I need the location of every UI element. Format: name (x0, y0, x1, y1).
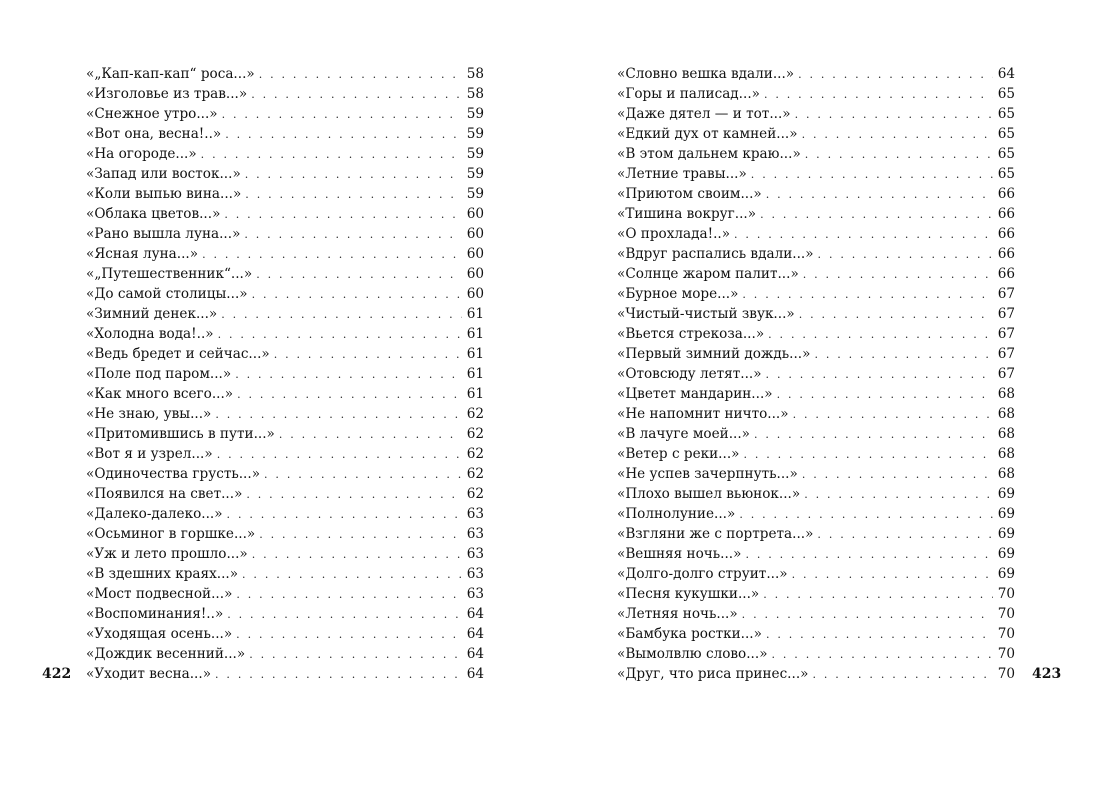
toc-entry-title: «На огороде...» (86, 146, 197, 162)
toc-entry-title: «Запад или восток...» (86, 166, 241, 182)
toc-entry (86, 624, 484, 644)
dot-leader (245, 185, 462, 204)
toc-entry-page: 66 (997, 266, 1015, 282)
dot-leader (252, 285, 462, 304)
dot-leader (244, 225, 462, 244)
toc-entry (617, 584, 1015, 604)
right-page-number: 423 (1032, 666, 1062, 682)
toc-entry-page: 62 (466, 466, 484, 482)
toc-entry (86, 544, 484, 564)
dot-leader (279, 425, 462, 444)
dot-leader (743, 445, 993, 464)
dot-leader (274, 345, 462, 364)
dot-leader (751, 165, 993, 184)
dot-leader (215, 665, 462, 684)
dot-leader (792, 565, 993, 584)
toc-entry (86, 244, 484, 264)
toc-entry-title: «Бурное море...» (617, 286, 739, 302)
toc-entry-page: 70 (997, 606, 1015, 622)
dot-leader (764, 85, 993, 104)
dot-leader (202, 245, 462, 264)
toc-entry (617, 104, 1015, 124)
toc-entry-title: «Бамбука ростки...» (617, 626, 762, 642)
toc-entry-page: 67 (997, 346, 1015, 362)
left-page-toc (86, 64, 484, 684)
toc-entry-page: 67 (997, 366, 1015, 382)
toc-entry-title: «Едкий дух от камней...» (617, 126, 798, 142)
dot-leader (802, 465, 993, 484)
toc-entry (617, 464, 1015, 484)
toc-entry-title: «Уходит весна...» (86, 666, 212, 682)
toc-entry-page: 66 (997, 246, 1015, 262)
toc-entry-page: 60 (466, 266, 484, 282)
toc-entry (617, 544, 1015, 564)
toc-entry-title: «Снежное утро...» (86, 106, 218, 122)
dot-leader (215, 405, 462, 424)
toc-entry-title: «Воспоминания!..» (86, 606, 224, 622)
toc-entry-page: 66 (997, 226, 1015, 242)
toc-entry (86, 64, 484, 84)
toc-entry-title: «„Путешественник“...» (86, 266, 253, 282)
toc-entry (86, 584, 484, 604)
toc-entry (86, 664, 484, 684)
toc-entry-page: 63 (466, 586, 484, 602)
toc-entry-title: «„Кап-кап-кап“ роса...» (86, 66, 255, 82)
toc-entry-title: «Горы и палисад...» (617, 86, 760, 102)
toc-entry (617, 164, 1015, 184)
dot-leader (803, 265, 993, 284)
toc-entry-title: «В этом дальнем краю...» (617, 146, 801, 162)
toc-entry-title: «Холодна вода!..» (86, 326, 214, 342)
dot-leader (814, 345, 993, 364)
toc-entry-page: 66 (997, 186, 1015, 202)
toc-entry-title: «Солнце жаром палит...» (617, 266, 799, 282)
toc-entry-page: 63 (466, 526, 484, 542)
toc-entry-title: «Как много всего...» (86, 386, 234, 402)
toc-entry-page: 68 (997, 426, 1015, 442)
toc-entry-page: 63 (466, 566, 484, 582)
toc-entry-title: «Вот она, весна!..» (86, 126, 222, 142)
toc-entry-title: «Не напомнит ничто...» (617, 406, 789, 422)
toc-entry-page: 68 (997, 386, 1015, 402)
toc-entry-title: «Взгляни же с портрета...» (617, 526, 814, 542)
toc-entry-page: 65 (997, 146, 1015, 162)
toc-entry-page: 68 (997, 446, 1015, 462)
toc-entry-page: 59 (466, 186, 484, 202)
toc-entry-title: «О прохлада!..» (617, 226, 731, 242)
toc-entry (86, 124, 484, 144)
toc-entry-title: «Коли выпью вина...» (86, 186, 242, 202)
toc-entry-page: 60 (466, 206, 484, 222)
toc-entry-title: «Зимний денек...» (86, 306, 218, 322)
dot-leader (237, 385, 462, 404)
toc-entry-title: «Песня кукушки...» (617, 586, 760, 602)
toc-entry-page: 64 (466, 646, 484, 662)
toc-entry-page: 64 (466, 606, 484, 622)
toc-entry-title: «Далеко-далеко...» (86, 506, 223, 522)
toc-entry (617, 604, 1015, 624)
toc-entry-page: 66 (997, 206, 1015, 222)
dot-leader (766, 365, 993, 384)
toc-entry-page: 63 (466, 546, 484, 562)
toc-entry-page: 61 (466, 366, 484, 382)
toc-entry (617, 304, 1015, 324)
dot-leader (259, 65, 462, 84)
toc-entry-title: «Ясная луна...» (86, 246, 199, 262)
dot-leader (802, 125, 993, 144)
dot-leader (812, 665, 993, 684)
toc-entry (86, 144, 484, 164)
toc-entry (86, 104, 484, 124)
toc-entry (86, 524, 484, 544)
toc-entry-title: «Вымолвлю слово...» (617, 646, 768, 662)
toc-entry-page: 69 (997, 526, 1015, 542)
toc-entry (617, 84, 1015, 104)
toc-entry (617, 624, 1015, 644)
toc-entry-page: 61 (466, 386, 484, 402)
toc-entry-page: 60 (466, 286, 484, 302)
toc-entry-page: 69 (997, 486, 1015, 502)
toc-entry (86, 644, 484, 664)
toc-entry-page: 64 (466, 666, 484, 682)
dot-leader (745, 545, 993, 564)
toc-entry-title: «Одиночества грусть...» (86, 466, 261, 482)
toc-entry-title: «Облака цветов...» (86, 206, 221, 222)
toc-entry (86, 604, 484, 624)
dot-leader (817, 525, 993, 544)
toc-entry (617, 64, 1015, 84)
toc-entry-title: «Чистый-чистый звук...» (617, 306, 795, 322)
toc-entry (86, 224, 484, 244)
dot-leader (805, 145, 993, 164)
toc-entry-title: «Не успев зачерпнуть...» (617, 466, 798, 482)
toc-entry-page: 58 (466, 66, 484, 82)
dot-leader (768, 325, 993, 344)
toc-entry-page: 65 (997, 106, 1015, 122)
dot-leader (734, 225, 993, 244)
toc-entry (86, 564, 484, 584)
toc-entry (617, 204, 1015, 224)
toc-entry (617, 644, 1015, 664)
toc-entry (86, 164, 484, 184)
toc-entry-page: 64 (466, 626, 484, 642)
toc-entry-title: «Полнолуние...» (617, 506, 736, 522)
dot-leader (793, 405, 993, 424)
toc-entry-title: «Появился на свет...» (86, 486, 243, 502)
toc-entry-page: 60 (466, 246, 484, 262)
toc-entry-page: 59 (466, 166, 484, 182)
toc-entry-page: 70 (997, 626, 1015, 642)
toc-entry-title: «Не знаю, увы...» (86, 406, 212, 422)
toc-entry-page: 61 (466, 326, 484, 342)
toc-entry-page: 64 (997, 66, 1015, 82)
toc-entry-title: «Отовсюду летят...» (617, 366, 762, 382)
toc-entry-page: 70 (997, 586, 1015, 602)
toc-entry-title: «Словно вешка вдали...» (617, 66, 795, 82)
dot-leader (818, 245, 993, 264)
dot-leader (227, 605, 462, 624)
toc-entry-page: 62 (466, 406, 484, 422)
toc-entry (86, 264, 484, 284)
toc-entry-page: 62 (466, 486, 484, 502)
toc-entry-page: 69 (997, 506, 1015, 522)
toc-entry (617, 144, 1015, 164)
toc-entry-page: 60 (466, 226, 484, 242)
dot-leader (798, 65, 993, 84)
toc-entry-title: «Ветер с реки...» (617, 446, 740, 462)
dot-leader (264, 465, 462, 484)
dot-leader (225, 125, 462, 144)
toc-entry (86, 204, 484, 224)
toc-entry-title: «Осьминог в горшке...» (86, 526, 256, 542)
toc-entry (86, 84, 484, 104)
toc-entry-title: «Вдруг распались вдали...» (617, 246, 814, 262)
left-page-number: 422 (42, 666, 72, 682)
toc-entry (86, 304, 484, 324)
dot-leader (218, 325, 462, 344)
dot-leader (201, 145, 462, 164)
toc-entry-page: 59 (466, 146, 484, 162)
toc-entry (86, 404, 484, 424)
dot-leader (742, 285, 993, 304)
dot-leader (227, 505, 462, 524)
toc-entry-title: «Уходящая осень...» (86, 626, 233, 642)
toc-entry-title: «Поле под паром...» (86, 366, 232, 382)
toc-entry-page: 58 (466, 86, 484, 102)
dot-leader (777, 385, 993, 404)
toc-entry-title: «Дождик весенний...» (86, 646, 246, 662)
toc-entry-title: «Летние травы...» (617, 166, 747, 182)
toc-entry (617, 364, 1015, 384)
toc-entry-page: 59 (466, 126, 484, 142)
toc-entry-title: «Приютом своим...» (617, 186, 762, 202)
dot-leader (772, 645, 993, 664)
toc-entry (617, 664, 1015, 684)
toc-entry-title: «В здешних краях...» (86, 566, 239, 582)
toc-entry (617, 244, 1015, 264)
toc-entry (86, 364, 484, 384)
dot-leader (754, 425, 993, 444)
toc-entry-title: «Долго-долго струит...» (617, 566, 788, 582)
toc-entry-page: 65 (997, 166, 1015, 182)
toc-entry (86, 504, 484, 524)
toc-entry-page: 63 (466, 506, 484, 522)
dot-leader (252, 545, 462, 564)
right-page-toc (617, 64, 1015, 684)
toc-entry-title: «Друг, что риса принес...» (617, 666, 809, 682)
toc-entry-page: 69 (997, 566, 1015, 582)
dot-leader (221, 305, 462, 324)
toc-entry-page: 67 (997, 326, 1015, 342)
toc-entry (86, 184, 484, 204)
dot-leader (224, 205, 462, 224)
dot-leader (236, 625, 462, 644)
toc-entry-page: 67 (997, 306, 1015, 322)
dot-leader (246, 485, 462, 504)
toc-entry-page: 61 (466, 306, 484, 322)
toc-entry-page: 59 (466, 106, 484, 122)
toc-entry-title: «Вот я и узрел...» (86, 446, 213, 462)
toc-entry (86, 444, 484, 464)
toc-entry (617, 444, 1015, 464)
dot-leader (236, 585, 462, 604)
toc-entry (617, 224, 1015, 244)
dot-leader (222, 105, 462, 124)
dot-leader (249, 645, 462, 664)
toc-entry-title: «В лачуге моей...» (617, 426, 750, 442)
toc-entry-page: 65 (997, 126, 1015, 142)
toc-entry (617, 424, 1015, 444)
toc-entry-title: «Ведь бредет и сейчас...» (86, 346, 270, 362)
toc-entry (86, 324, 484, 344)
dot-leader (795, 105, 993, 124)
dot-leader (766, 185, 993, 204)
dot-leader (804, 485, 993, 504)
toc-entry-page: 68 (997, 406, 1015, 422)
toc-entry-title: «Притомившись в пути...» (86, 426, 275, 442)
toc-entry (617, 124, 1015, 144)
toc-entry (86, 344, 484, 364)
toc-entry (86, 384, 484, 404)
toc-entry-title: «Уж и лето прошло...» (86, 546, 248, 562)
dot-leader (235, 365, 462, 384)
toc-entry (617, 284, 1015, 304)
toc-entry-page: 62 (466, 426, 484, 442)
toc-entry-page: 61 (466, 346, 484, 362)
toc-entry-title: «Вешняя ночь...» (617, 546, 742, 562)
toc-entry (617, 564, 1015, 584)
dot-leader (259, 525, 462, 544)
toc-entry (617, 484, 1015, 504)
toc-entry-title: «Летняя ночь...» (617, 606, 738, 622)
dot-leader (217, 445, 462, 464)
dot-leader (760, 205, 993, 224)
dot-leader (766, 625, 993, 644)
dot-leader (251, 85, 462, 104)
dot-leader (245, 165, 462, 184)
toc-entry-page: 69 (997, 546, 1015, 562)
toc-entry-page: 70 (997, 646, 1015, 662)
toc-entry (617, 264, 1015, 284)
toc-entry (617, 504, 1015, 524)
toc-entry (86, 424, 484, 444)
toc-entry-page: 62 (466, 446, 484, 462)
toc-entry (617, 384, 1015, 404)
dot-leader (742, 605, 993, 624)
dot-leader (242, 565, 462, 584)
toc-entry (86, 484, 484, 504)
toc-entry (617, 184, 1015, 204)
toc-entry-title: «Вьется стрекоза...» (617, 326, 765, 342)
toc-entry-page: 70 (997, 666, 1015, 682)
toc-entry-title: «Цветет мандарин...» (617, 386, 773, 402)
toc-entry-title: «Первый зимний дождь...» (617, 346, 811, 362)
toc-entry (617, 344, 1015, 364)
toc-entry (86, 284, 484, 304)
dot-leader (763, 585, 993, 604)
toc-entry (86, 464, 484, 484)
toc-entry (617, 324, 1015, 344)
toc-entry-title: «Изголовье из трав...» (86, 86, 248, 102)
toc-entry (617, 524, 1015, 544)
toc-entry-page: 67 (997, 286, 1015, 302)
dot-leader (256, 265, 462, 284)
toc-entry-page: 65 (997, 86, 1015, 102)
dot-leader (799, 305, 993, 324)
dot-leader (739, 505, 993, 524)
toc-entry-title: «Плохо вышел вьюнок...» (617, 486, 801, 502)
toc-entry-title: «Рано вышла луна...» (86, 226, 241, 242)
toc-entry (617, 404, 1015, 424)
toc-entry-page: 68 (997, 466, 1015, 482)
toc-entry-title: «Тишина вокруг...» (617, 206, 757, 222)
toc-entry-title: «До самой столицы...» (86, 286, 248, 302)
toc-entry-title: «Мост подвесной...» (86, 586, 233, 602)
toc-entry-title: «Даже дятел — и тот...» (617, 106, 791, 122)
